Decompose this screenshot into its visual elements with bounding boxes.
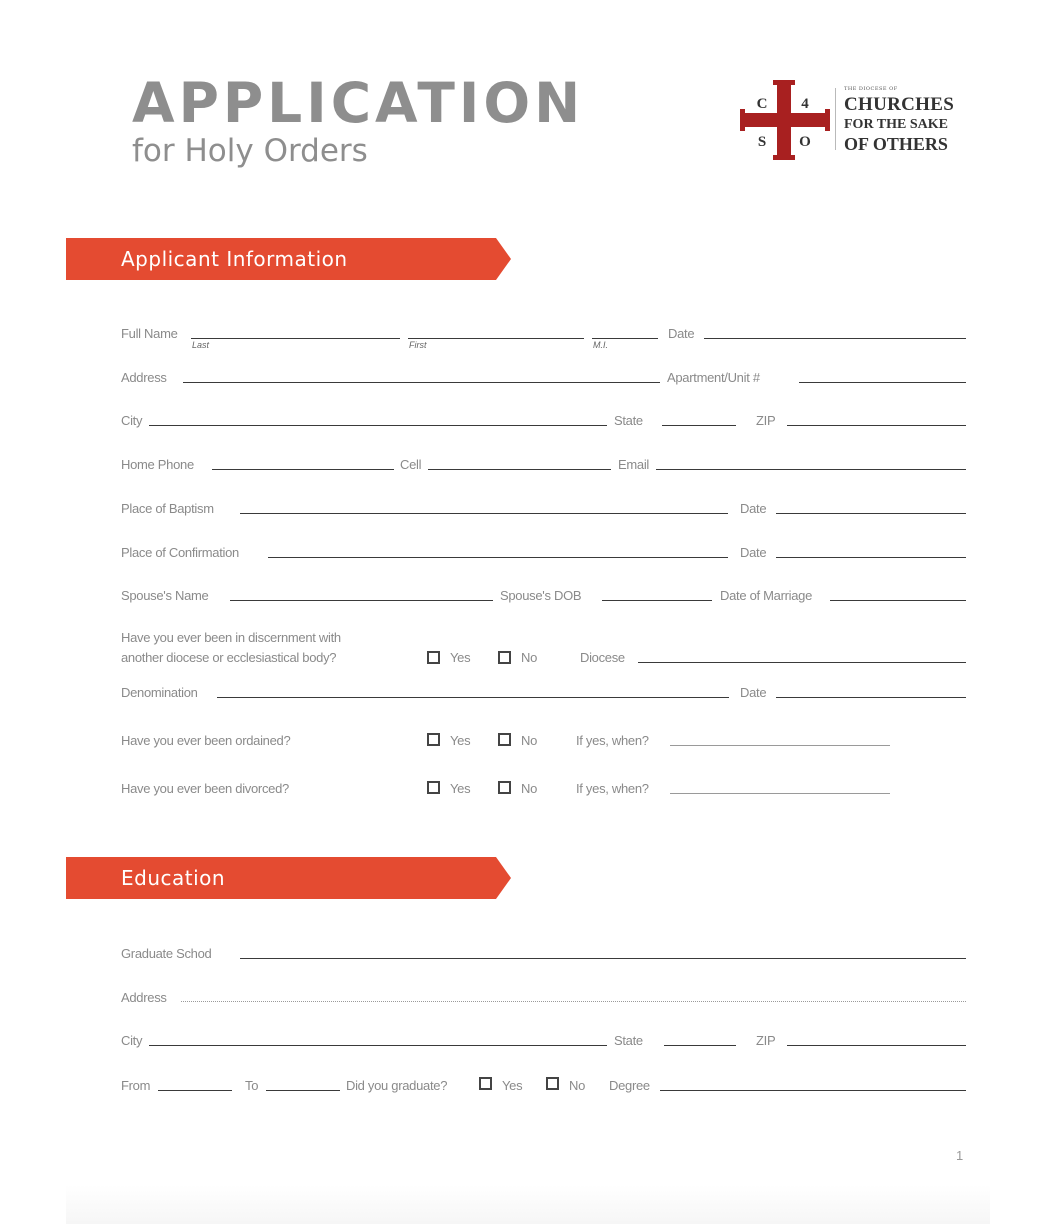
logo-divider [835,88,836,150]
divorced-no-checkbox[interactable] [498,781,511,794]
section-title-applicant: Applicant Information [121,247,348,271]
cross-letter-o: O [799,134,811,150]
baptism-date-label: Date [740,501,767,516]
confirmation-date-label: Date [740,545,767,560]
discernment-question-line2: another diocese or ecclesiastical body? [121,650,337,665]
middle-initial-field[interactable] [592,338,658,339]
first-name-caption: First [409,340,427,350]
ordained-yes-label: Yes [450,733,471,748]
edu-zip-label: ZIP [756,1033,776,1048]
cross-letter-4: 4 [801,96,809,112]
divorced-question: Have you ever been divorced? [121,781,289,796]
divorced-no-label: No [521,781,538,796]
marriage-date-field[interactable] [830,600,966,601]
graduated-yes-checkbox[interactable] [479,1077,492,1090]
spouse-dob-field[interactable] [602,600,712,601]
email-label: Email [618,457,650,472]
ordained-no-checkbox[interactable] [498,733,511,746]
edu-state-field[interactable] [664,1045,736,1046]
middle-initial-caption: M.I. [593,340,608,350]
city-field[interactable] [149,425,607,426]
cell-label: Cell [400,457,422,472]
divorced-when-field[interactable] [670,793,890,794]
edu-city-label: City [121,1033,143,1048]
baptism-label: Place of Baptism [121,501,214,516]
page-bottom-shadow [66,1185,990,1224]
home-phone-field[interactable] [212,469,394,470]
denomination-label: Denomination [121,685,198,700]
page-title: APPLICATION [132,71,585,135]
city-label: City [121,413,143,428]
discernment-no-label: No [521,650,538,665]
zip-label: ZIP [756,413,776,428]
divorced-when-label: If yes, when? [576,781,649,796]
edu-address-label: Address [121,990,167,1005]
edu-state-label: State [614,1033,643,1048]
graduated-no-checkbox[interactable] [546,1077,559,1090]
divorced-yes-checkbox[interactable] [427,781,440,794]
first-name-field[interactable] [408,338,584,339]
state-field[interactable] [662,425,736,426]
cross-letter-c: C [756,96,768,112]
apartment-label: Apartment/Unit # [667,370,760,385]
address-label: Address [121,370,167,385]
diocese-label: Diocese [580,650,625,665]
apartment-field[interactable] [799,382,966,383]
degree-field[interactable] [660,1090,966,1091]
edu-city-field[interactable] [149,1045,607,1046]
divorced-yes-label: Yes [450,781,471,796]
edu-zip-field[interactable] [787,1045,966,1046]
cross-icon [740,80,830,160]
spouse-name-label: Spouse's Name [121,588,209,603]
did-you-graduate-label: Did you graduate? [346,1078,448,1093]
zip-field[interactable] [787,425,966,426]
logo-text-line3: OF OTHERS [844,134,948,154]
home-phone-label: Home Phone [121,457,194,472]
ordained-no-label: No [521,733,538,748]
degree-label: Degree [609,1078,650,1093]
date-label: Date [668,326,695,341]
diocese-field[interactable] [638,662,966,663]
discernment-no-checkbox[interactable] [498,651,511,664]
denomination-date-field[interactable] [776,697,966,698]
edu-address-field[interactable] [181,1001,966,1002]
graduate-school-label: Graduate Schod [121,946,212,961]
baptism-date-field[interactable] [776,513,966,514]
page-number: 1 [956,1148,964,1163]
discernment-yes-checkbox[interactable] [427,651,440,664]
section-title-education: Education [121,866,226,890]
cross-letter-s: S [757,134,767,150]
ordained-question: Have you ever been ordained? [121,733,291,748]
confirmation-date-field[interactable] [776,557,966,558]
state-label: State [614,413,643,428]
email-field[interactable] [656,469,966,470]
discernment-question-line1: Have you ever been in discernment with [121,630,341,645]
address-field[interactable] [183,382,660,383]
discernment-yes-label: Yes [450,650,471,665]
graduate-school-field[interactable] [240,958,966,959]
to-field[interactable] [266,1090,340,1091]
full-name-label: Full Name [121,326,178,341]
cell-field[interactable] [428,469,611,470]
denomination-date-label: Date [740,685,767,700]
spouse-name-field[interactable] [230,600,493,601]
section-banner-applicant [66,238,511,280]
logo-small-text: THE DIOCESE OF [844,86,898,92]
denomination-field[interactable] [217,697,729,698]
from-field[interactable] [158,1090,232,1091]
ordained-when-label: If yes, when? [576,733,649,748]
baptism-field[interactable] [240,513,728,514]
logo-text-line1: CHURCHES [844,94,955,115]
ordained-yes-checkbox[interactable] [427,733,440,746]
page-subtitle: for Holy Orders [132,133,368,169]
from-label: From [121,1078,151,1093]
marriage-date-label: Date of Marriage [720,588,813,603]
graduated-no-label: No [569,1078,586,1093]
date-field[interactable] [704,338,966,339]
to-label: To [245,1078,259,1093]
confirmation-label: Place of Confirmation [121,545,239,560]
section-banner-education [66,857,511,899]
spouse-dob-label: Spouse's DOB [500,588,582,603]
diocese-logo [740,80,970,160]
confirmation-field[interactable] [268,557,728,558]
graduated-yes-label: Yes [502,1078,523,1093]
last-name-field[interactable] [191,338,400,339]
last-name-caption: Last [192,340,210,350]
logo-text-line2: FOR THE SAKE [844,117,948,132]
ordained-when-field[interactable] [670,745,890,746]
